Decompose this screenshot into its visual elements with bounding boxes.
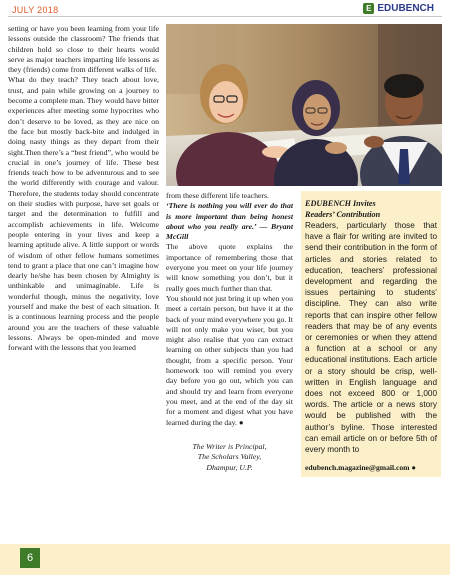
- pull-quote: ‘There is nothing you will ever do that is more important than being honest about who you really are.’ — Bryant McGill: [166, 201, 293, 242]
- paragraph: from these different life teachers.: [166, 191, 269, 200]
- contribution-box: [301, 191, 441, 477]
- author-byline: [166, 442, 293, 473]
- article-column-2: [166, 191, 293, 473]
- logo-icon: E: [363, 3, 374, 14]
- footer-bar: [0, 544, 450, 575]
- box-body: Readers, particularly those that have a flair for writing are invited to send their contribution in the form of articles and stories related to education, teachers’ professional development and regarding the issues pertaining to students’ discipline. They can also write reports that can inspire other fellow readers that may be of any events or ceremonies or when they attend a function at a school or any educational institutions. Each article or a story should be crisp, well-written in English language and does not exceed 800 or 1,000 words. The article or a news story would be published with the author’s byline. Those interested can email article on or before 5th of every month to: [305, 221, 437, 455]
- edubench-logo: [363, 3, 434, 14]
- classroom-photo: [166, 24, 442, 186]
- box-title-line: EDUBENCH Invites: [305, 199, 376, 208]
- byline-line: The Scholars Valley,: [197, 452, 262, 462]
- paragraph: The above quote explains the importance of remembering those that everyone you meet on your life journey will know something you don’t, but it really goes much further than that.: [166, 242, 293, 293]
- article-column-1: [8, 24, 159, 354]
- paragraph: You should not just bring it up when you meet a certain person, but have it at the back of your mind everywhere you go. It will not only make you wiser, but you might also realise that you can extract learning on other subjects than you had thought, from a specific person. Your homework too will remind you every day before you go out, which you can and should try and learn from everyone you meet, and at the end of the day sit for a moment and digest what you have learned during the day. ●: [166, 293, 293, 427]
- box-title: [305, 199, 437, 220]
- paragraph: What do they teach? They teach about love, trust, and pain while growing on a journey to become a complete man. They would have bitter experiences after meeting some hypocrites who don’t deserve to be loved, as they are nice on the face but mostly back-bite and indulged in doing nasty things as they depart from their sight.Then there’s a “best friend”, who would be crucial in one’s journey of life. These best friends teach how to be adventurous and to see the world differently with courage and valour. Therefore, the students today should concentrate on their studies with purpose, have set goals or target and the determination to fulfill and accomplish achievements in life. Welcome people entering in your lives and keep a learning aptitude alive. A little support or words of wisdom of other fellow humans sometimes tend to grant a place that one can’t imagine how dearly he/she has been chosen by Almighty is unthinkable and unimaginable. Life is wonderful though, minus the negativity, love yourself and make the best of each situation. It is a continuous learning process and the people around you are the teachers of these valuable lessons. Always be open-minded and move forward with the lessons that you learned: [8, 75, 159, 353]
- contact-email: edubench.magazine@gmail.com ●: [305, 463, 416, 473]
- header-divider: [8, 16, 442, 17]
- logo-text: EDUBENCH: [377, 3, 434, 14]
- box-title-line: Readers’ Contribution: [305, 209, 381, 219]
- byline-line: The Writer is Principal,: [192, 441, 267, 451]
- page-number: 6: [20, 548, 40, 568]
- issue-date: JULY 2018: [12, 5, 59, 15]
- page-header: [0, 0, 450, 22]
- paragraph: setting or have you been learning from your life lessons outside the classroom? The friends that children hold so close to their hearts would serve as major teachers imparting life lessons as they (friends) come from different walks of life.: [8, 24, 159, 75]
- byline-line: Dhampur, U.P.: [206, 462, 253, 472]
